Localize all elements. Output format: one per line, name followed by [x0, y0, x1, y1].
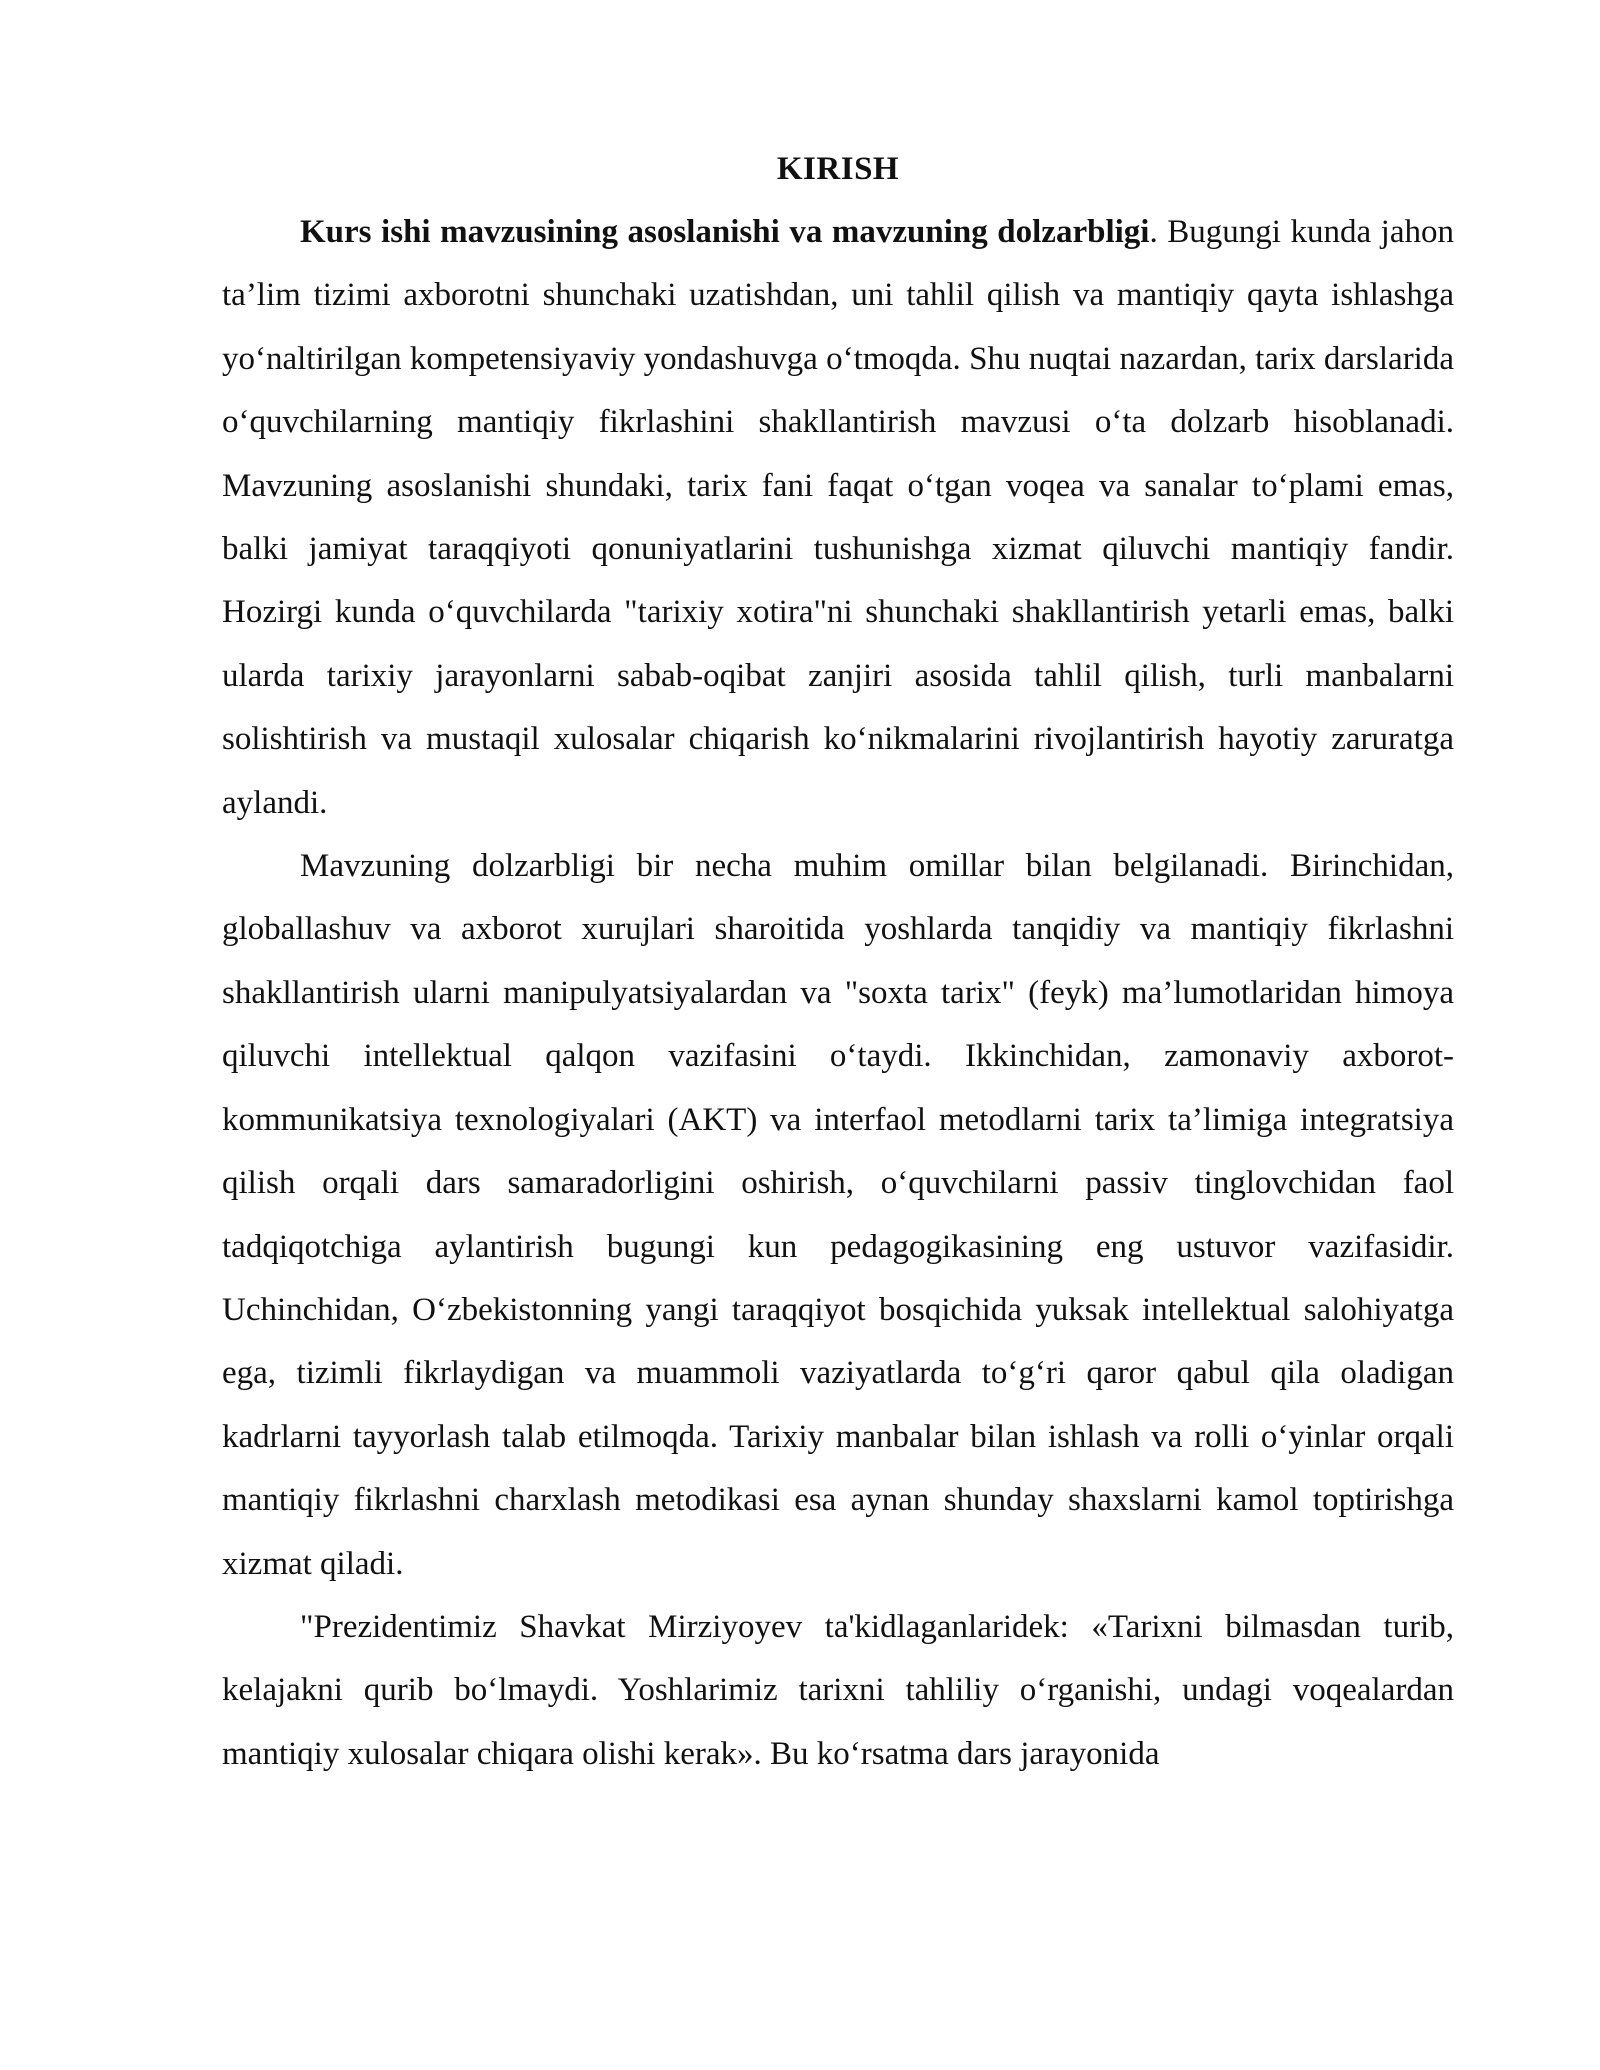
section-heading: KIRISH	[776, 151, 900, 187]
paragraph-quote: "Prezidentimiz Shavkat Mirziyoyev ta'kidlaganlaridek: «Tarixni bilmasdan turib, kelajakni qurib bo‘lmaydi. Yoshlarimiz tarixni tahliliy o‘rganishi, undagi voqealardan mantiqiy xulosalar chiqara olishi kerak». Bu ko‘rsatma dars jarayonida	[222, 1608, 1454, 1772]
paragraph-text: . Bugungi kunda jahon ta’lim tizimi axborotni shunchaki uzatishdan, uni tahlil qilish va mantiqiy qayta ishlashga yo‘naltirilgan kompetensiyaviy yondashuvga o‘tmoqda. Shu nuqtai nazardan, tarix darslarida o‘quvchilarning mantiqiy fikrlashini shakllantirish mavzusi o‘ta dolzarb hisoblanadi. Mavzuning asoslanishi shundaki, tarix fani faqat o‘tgan voqea va sanalar to‘plami emas, balki jamiyat taraqqiyoti qonuniyatlarini tushunishga xizmat qiluvchi mantiqiy fandir. Hozirgi kunda o‘quvchilarda "tarixiy xotira"ni shunchaki shakllantirish yetarli emas, balki ularda tarixiy jarayonlarni sabab-oqibat zanjiri asosida tahlil qilish, turli manbalarni solishtirish va mustaqil xulosalar chiqarish ko‘nikmalarini rivojlantirish hayotiy zaruratga aylandi.	[222, 214, 1454, 821]
paragraph-justification	[222, 201, 1454, 835]
paragraph-lead: Kurs ishi mavzusining asoslanishi va mavzuning dolzarbligi	[300, 214, 1150, 250]
document-body	[222, 138, 1454, 1786]
paragraph-relevance: Mavzuning dolzarbligi bir necha muhim omillar bilan belgilanadi. Birinchidan, globallashuv va axborot xurujlari sharoitida yoshlarda tanqidiy va mantiqiy fikrlashni shakllantirish ularni manipulyatsiyalardan va "soxta tarix" (feyk) ma’lumotlaridan himoya qiluvchi intellektual qalqon vazifasini o‘taydi. Ikkinchidan, zamonaviy axborot-kommunikatsiya texnologiyalari (AKT) va interfaol metodlarni tarix ta’limiga integratsiya qilish orqali dars samaradorligini oshirish, o‘quvchilarni passiv tinglovchidan faol tadqiqotchiga aylantirish bugungi kun pedagogikasining eng ustuvor vazifasidir. Uchinchidan, O‘zbekistonning yangi taraqqiyot bosqichida yuksak intellektual salohiyatga ega, tizimli fikrlaydigan va muammoli vaziyatlarda to‘g‘ri qaror qabul qila oladigan kadrlarni tayyorlash talab etilmoqda. Tarixiy manbalar bilan ishlash va rolli o‘yinlar orqali mantiqiy fikrlashni charxlash metodikasi esa aynan shunday shaxslarni kamol toptirishga xizmat qiladi.	[222, 848, 1454, 1582]
